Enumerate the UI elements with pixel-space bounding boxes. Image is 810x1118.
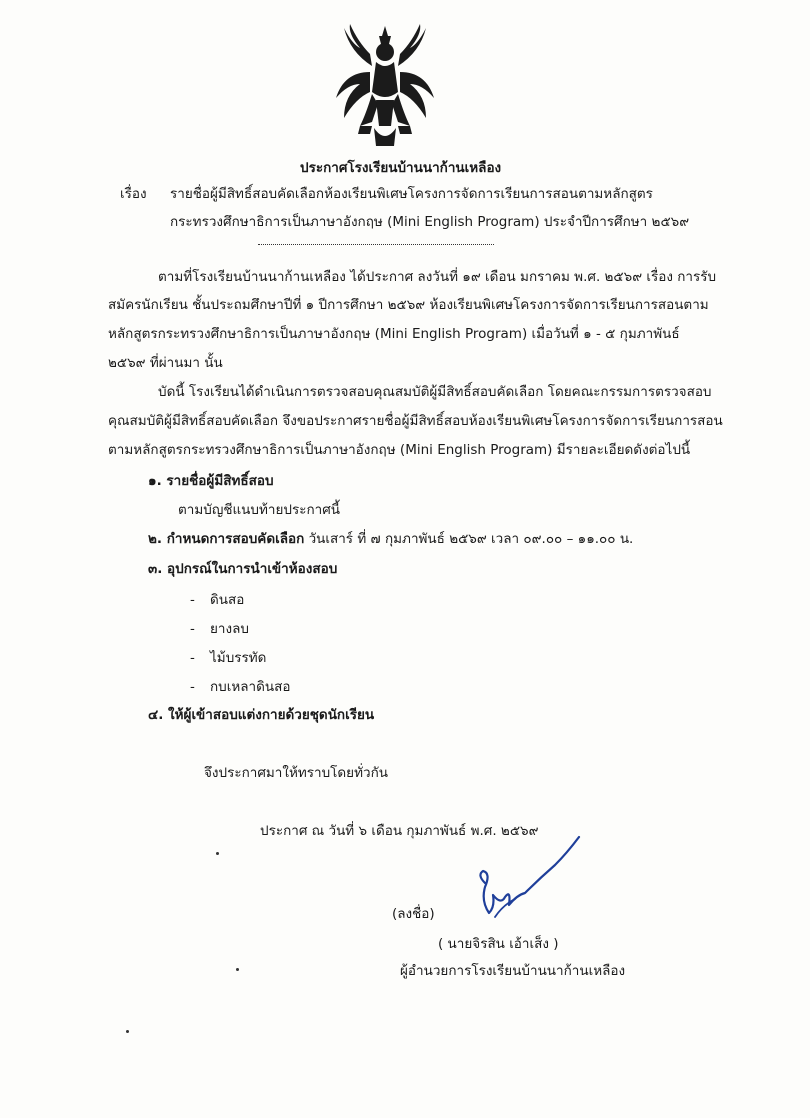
scan-speck	[236, 968, 239, 971]
item2-heading: ๒. กำหนดการสอบคัดเลือก	[148, 531, 305, 547]
para2-line: บัดนี้ โรงเรียนได้ดำเนินการตรวจสอบคุณสมบัติผู้มีสิทธิ์สอบคัดเลือก โดยคณะกรรมการตรวจสอบ	[158, 384, 712, 400]
list-item: - กบเหลาดินสอ	[190, 679, 291, 695]
list-item: - ไม้บรรทัด	[190, 650, 267, 666]
signature-image	[455, 835, 595, 935]
list-item: - ดินสอ	[190, 592, 245, 608]
para2-line: คุณสมบัติผู้มีสิทธิ์สอบคัดเลือก จึงขอประกาศรายชื่อผู้มีสิทธิ์สอบห้องเรียนพิเศษโครงการจัดการเรียนการสอน	[108, 413, 723, 429]
list-item: - ยางลบ	[190, 621, 249, 637]
page-title: ประกาศโรงเรียนบ้านนาก้านเหลือง	[300, 160, 502, 176]
subject-line-1: รายชื่อผู้มีสิทธิ์สอบคัดเลือกห้องเรียนพิเศษโครงการจัดการเรียนการสอนตามหลักสูตร	[170, 186, 653, 202]
item3-heading: ๓. อุปกรณ์ในการนำเข้าห้องสอบ	[148, 561, 338, 577]
item2-row	[148, 530, 633, 548]
closing-text: จึงประกาศมาให้ทราบโดยทั่วกัน	[204, 765, 388, 781]
announce-date: ประกาศ ณ วันที่ ๖ เดือน กุมภาพันธ์ พ.ศ. ๒๕๖๙	[260, 823, 539, 839]
scan-speck	[126, 1030, 129, 1033]
para1-line: ตามที่โรงเรียนบ้านนาก้านเหลือง ได้ประกาศ ลงวันที่ ๑๙ เดือน มกราคม พ.ศ. ๒๕๖๙ เรื่อง การรับ	[158, 269, 717, 285]
item4-heading: ๔. ให้ผู้เข้าสอบแต่งกายด้วยชุดนักเรียน	[148, 707, 375, 723]
scan-speck	[216, 852, 219, 855]
para1-line: ๒๕๖๙ ที่ผ่านมา นั้น	[108, 355, 223, 371]
subject-line-2: กระทรวงศึกษาธิการเป็นภาษาอังกฤษ (Mini English Program) ประจำปีการศึกษา ๒๕๖๙	[170, 214, 690, 230]
para1-line: หลักสูตรกระทรวงศึกษาธิการเป็นภาษาอังกฤษ (Mini English Program) เมื่อวันที่ ๑ - ๕ กุมภาพันธ์	[108, 326, 680, 342]
para2-line: ตามหลักสูตรกระทรวงศึกษาธิการเป็นภาษาอังกฤษ (Mini English Program) มีรายละเอียดดังต่อไปนี้	[108, 442, 691, 458]
signer-name: ( นายจิรสิน เอ้าเส็ง )	[438, 936, 559, 952]
item1-detail: ตามบัญชีแนบท้ายประกาศนี้	[178, 502, 340, 518]
para1-line: สมัครนักเรียน ชั้นประถมศึกษาปีที่ ๑ ปีการศึกษา ๒๕๖๙ ห้องเรียนพิเศษโครงการจัดการเรียนการสอนตาม	[108, 297, 709, 313]
sign-label: (ลงชื่อ)	[392, 906, 435, 922]
subject-label: เรื่อง	[120, 186, 147, 202]
item1-heading: ๑. รายชื่อผู้มีสิทธิ์สอบ	[148, 473, 274, 489]
signer-position: ผู้อำนวยการโรงเรียนบ้านนาก้านเหลือง	[400, 963, 626, 979]
garuda-emblem-icon	[330, 22, 440, 150]
item2-detail: วันเสาร์ ที่ ๗ กุมภาพันธ์ ๒๕๖๙ เวลา ๐๙.๐๐ – ๑๑.๐๐ น.	[308, 531, 634, 547]
divider-dotted	[258, 244, 494, 245]
